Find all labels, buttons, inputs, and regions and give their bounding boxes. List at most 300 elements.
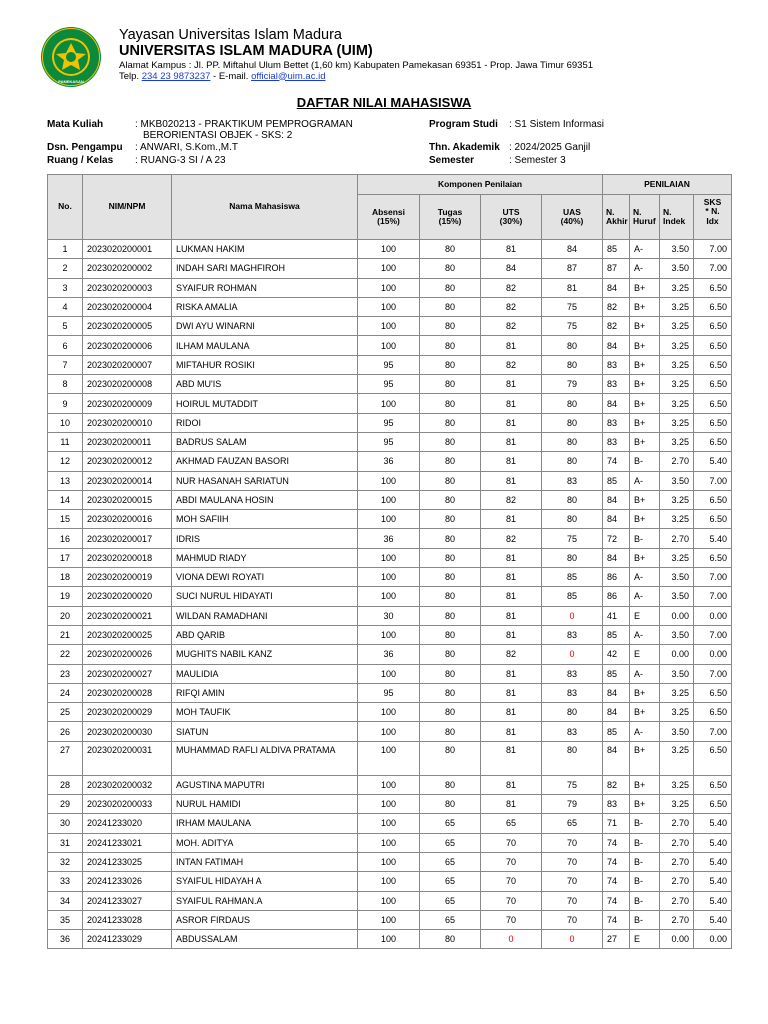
row-nilai-indeks: 3.50 <box>660 722 694 741</box>
row-sks-indeks: 5.40 <box>694 833 732 852</box>
row-no: 20 <box>48 606 83 625</box>
row-tugas: 80 <box>420 741 481 775</box>
svg-text:PAMEKASAN: PAMEKASAN <box>58 79 84 84</box>
row-nilai-huruf: B+ <box>630 490 660 509</box>
row-sks-indeks: 5.40 <box>694 814 732 833</box>
row-sks-indeks: 6.50 <box>694 775 732 794</box>
row-nilai-akhir: 72 <box>603 529 630 548</box>
row-tugas: 65 <box>420 910 481 929</box>
row-sks-indeks: 7.00 <box>694 240 732 259</box>
row-nama: SYAIFUL RAHMAN.A <box>172 891 358 910</box>
row-absensi: 100 <box>358 775 420 794</box>
row-nama: MIFTAHUR ROSIKI <box>172 355 358 374</box>
row-nilai-indeks: 3.50 <box>660 664 694 683</box>
row-sks-indeks: 0.00 <box>694 645 732 664</box>
row-nilai-akhir: 86 <box>603 587 630 606</box>
row-uas: 85 <box>542 587 603 606</box>
row-absensi: 95 <box>358 355 420 374</box>
semester-value: : Semester 3 <box>509 155 566 166</box>
row-nilai-indeks: 3.25 <box>660 394 694 413</box>
col-komponen-penilaian: Komponen Penilaian <box>358 175 603 195</box>
row-nim: 2023020200004 <box>83 297 172 316</box>
row-nama: IDRIS <box>172 529 358 548</box>
document-title: DAFTAR NILAI MAHASISWA <box>296 95 472 110</box>
row-absensi: 100 <box>358 910 420 929</box>
row-nim: 2023020200011 <box>83 432 172 451</box>
row-nilai-indeks: 3.50 <box>660 259 694 278</box>
row-sks-indeks: 7.00 <box>694 568 732 587</box>
row-nilai-indeks: 3.25 <box>660 336 694 355</box>
row-nim: 2023020200017 <box>83 529 172 548</box>
row-nim: 2023020200005 <box>83 317 172 336</box>
row-nilai-indeks: 3.25 <box>660 297 694 316</box>
row-no: 2 <box>48 259 83 278</box>
row-nim: 2023020200010 <box>83 413 172 432</box>
row-nilai-akhir: 82 <box>603 297 630 316</box>
row-nilai-indeks: 3.50 <box>660 625 694 644</box>
row-uts: 81 <box>481 240 542 259</box>
row-uts: 84 <box>481 259 542 278</box>
row-sks-indeks: 7.00 <box>694 259 732 278</box>
row-nilai-indeks: 2.70 <box>660 910 694 929</box>
row-absensi: 100 <box>358 548 420 567</box>
col-nilai-indeks: N. Indek <box>660 195 694 240</box>
row-absensi: 100 <box>358 471 420 490</box>
row-tugas: 80 <box>420 452 481 471</box>
table-row <box>48 741 732 775</box>
col-penilaian: PENILAIAN <box>603 175 732 195</box>
row-nilai-akhir: 85 <box>603 471 630 490</box>
row-nilai-akhir: 85 <box>603 722 630 741</box>
row-nilai-akhir: 71 <box>603 814 630 833</box>
row-sks-indeks: 7.00 <box>694 664 732 683</box>
row-uas: 0 <box>542 606 603 625</box>
row-sks-indeks: 5.40 <box>694 910 732 929</box>
row-uts: 81 <box>481 394 542 413</box>
row-no: 13 <box>48 471 83 490</box>
row-tugas: 80 <box>420 529 481 548</box>
table-row <box>48 452 732 471</box>
row-nim: 2023020200009 <box>83 394 172 413</box>
row-nim: 2023020200014 <box>83 471 172 490</box>
row-nim: 2023020200025 <box>83 625 172 644</box>
row-nim: 20241233027 <box>83 891 172 910</box>
row-nilai-indeks: 3.25 <box>660 317 694 336</box>
row-nim: 2023020200021 <box>83 606 172 625</box>
row-uas: 70 <box>542 891 603 910</box>
row-tugas: 80 <box>420 587 481 606</box>
col-nim: NIM/NPM <box>83 175 172 240</box>
row-nilai-indeks: 3.25 <box>660 775 694 794</box>
row-nilai-huruf: B+ <box>630 413 660 432</box>
row-nilai-akhir: 84 <box>603 394 630 413</box>
row-nilai-indeks: 0.00 <box>660 606 694 625</box>
row-uas: 70 <box>542 852 603 871</box>
row-uas: 83 <box>542 683 603 702</box>
mata-kuliah-value: : MKB020213 - PRAKTIKUM PEMPROGRAMAN <box>135 119 353 130</box>
row-nilai-indeks: 2.70 <box>660 833 694 852</box>
row-absensi: 100 <box>358 872 420 891</box>
col-tugas: Tugas (15%) <box>420 195 481 240</box>
row-nilai-indeks: 3.25 <box>660 413 694 432</box>
row-uas: 83 <box>542 471 603 490</box>
row-nim: 20241233026 <box>83 872 172 891</box>
row-nim: 2023020200019 <box>83 568 172 587</box>
table-row <box>48 645 732 664</box>
row-tugas: 65 <box>420 891 481 910</box>
col-absensi: Absensi (15%) <box>358 195 420 240</box>
row-absensi: 100 <box>358 240 420 259</box>
prodi-value: : S1 Sistem Informasi <box>509 119 605 130</box>
row-tugas: 80 <box>420 278 481 297</box>
row-nilai-akhir: 74 <box>603 872 630 891</box>
row-no: 23 <box>48 664 83 683</box>
row-uas: 83 <box>542 664 603 683</box>
row-tugas: 80 <box>420 775 481 794</box>
row-nama: MOH TAUFIK <box>172 703 358 722</box>
row-uts: 81 <box>481 606 542 625</box>
row-nama: ABDUSSALAM <box>172 930 358 949</box>
row-tugas: 80 <box>420 375 481 394</box>
row-nim: 2023020200016 <box>83 510 172 529</box>
row-tugas: 80 <box>420 606 481 625</box>
row-nilai-akhir: 84 <box>603 510 630 529</box>
row-nilai-huruf: B+ <box>630 317 660 336</box>
row-nim: 2023020200007 <box>83 355 172 374</box>
row-uts: 82 <box>481 317 542 336</box>
row-tugas: 65 <box>420 852 481 871</box>
row-nama: SYAIFUL HIDAYAH A <box>172 872 358 891</box>
row-no: 34 <box>48 891 83 910</box>
row-sks-indeks: 6.50 <box>694 548 732 567</box>
row-absensi: 100 <box>358 297 420 316</box>
phone-label: Telp. <box>119 70 140 82</box>
row-nilai-huruf: A- <box>630 259 660 278</box>
row-no: 21 <box>48 625 83 644</box>
row-sks-indeks: 5.40 <box>694 529 732 548</box>
row-tugas: 80 <box>420 317 481 336</box>
row-nilai-huruf: B+ <box>630 683 660 702</box>
address: Alamat Kampus : Jl. PP. Miftahul Ulum Bettet (1,60 km) Kabupaten Pamekasan 69351 - Prop. Jawa Timur 69351 <box>119 60 594 71</box>
row-nilai-huruf: A- <box>630 722 660 741</box>
row-absensi: 95 <box>358 413 420 432</box>
row-nilai-huruf: B- <box>630 529 660 548</box>
row-nama: HOIRUL MUTADDIT <box>172 394 358 413</box>
row-uts: 81 <box>481 795 542 814</box>
row-no: 25 <box>48 703 83 722</box>
row-nilai-indeks: 3.25 <box>660 490 694 509</box>
col-uts: UTS (30%) <box>481 195 542 240</box>
row-nilai-indeks: 2.70 <box>660 814 694 833</box>
row-absensi: 30 <box>358 606 420 625</box>
row-uas: 81 <box>542 278 603 297</box>
university-logo <box>40 26 102 88</box>
row-nilai-huruf: B+ <box>630 510 660 529</box>
row-nilai-huruf: B+ <box>630 355 660 374</box>
row-sks-indeks: 6.50 <box>694 741 732 775</box>
row-nilai-huruf: B- <box>630 872 660 891</box>
row-nilai-huruf: B+ <box>630 297 660 316</box>
row-nilai-indeks: 2.70 <box>660 852 694 871</box>
row-nilai-indeks: 3.50 <box>660 240 694 259</box>
row-absensi: 100 <box>358 336 420 355</box>
row-tugas: 80 <box>420 336 481 355</box>
row-tugas: 80 <box>420 722 481 741</box>
row-nilai-indeks: 2.70 <box>660 891 694 910</box>
row-nilai-akhir: 83 <box>603 795 630 814</box>
row-nim: 2023020200028 <box>83 683 172 702</box>
row-uts: 81 <box>481 471 542 490</box>
row-nilai-akhir: 84 <box>603 548 630 567</box>
row-no: 35 <box>48 910 83 929</box>
row-nilai-huruf: A- <box>630 240 660 259</box>
col-nilai-huruf: N. Huruf <box>630 195 660 240</box>
table-row <box>48 355 732 374</box>
row-uas: 80 <box>542 355 603 374</box>
col-nama: Nama Mahasiswa <box>172 175 358 240</box>
table-row <box>48 664 732 683</box>
table-row <box>48 548 732 567</box>
row-nim: 20241233025 <box>83 852 172 871</box>
row-nilai-akhir: 85 <box>603 664 630 683</box>
row-nim: 2023020200026 <box>83 645 172 664</box>
row-uas: 75 <box>542 297 603 316</box>
row-nilai-akhir: 87 <box>603 259 630 278</box>
row-nilai-indeks: 3.25 <box>660 741 694 775</box>
row-nama: INDAH SARI MAGHFIROH <box>172 259 358 278</box>
ruang-label: Ruang / Kelas <box>47 155 114 166</box>
col-sks-indeks: SKS * N. Idx <box>694 195 732 240</box>
row-absensi: 100 <box>358 259 420 278</box>
row-tugas: 80 <box>420 355 481 374</box>
row-uts: 81 <box>481 452 542 471</box>
row-sks-indeks: 6.50 <box>694 683 732 702</box>
row-sks-indeks: 0.00 <box>694 930 732 949</box>
row-nilai-indeks: 0.00 <box>660 645 694 664</box>
row-nama: MUHAMMAD RAFLI ALDIVA PRATAMA <box>172 741 358 775</box>
table-row <box>48 775 732 794</box>
table-row <box>48 703 732 722</box>
row-nama: AKHMAD FAUZAN BASORI <box>172 452 358 471</box>
row-nilai-huruf: A- <box>630 625 660 644</box>
row-nilai-indeks: 2.70 <box>660 872 694 891</box>
row-nilai-indeks: 3.25 <box>660 355 694 374</box>
row-sks-indeks: 7.00 <box>694 587 732 606</box>
row-tugas: 80 <box>420 703 481 722</box>
row-nim: 2023020200020 <box>83 587 172 606</box>
row-uas: 83 <box>542 625 603 644</box>
table-row <box>48 833 732 852</box>
row-sks-indeks: 7.00 <box>694 471 732 490</box>
row-nim: 2023020200002 <box>83 259 172 278</box>
row-nilai-akhir: 82 <box>603 775 630 794</box>
row-nilai-akhir: 83 <box>603 375 630 394</box>
table-row <box>48 529 732 548</box>
row-sks-indeks: 6.50 <box>694 278 732 297</box>
row-nim: 2023020200029 <box>83 703 172 722</box>
foundation-name: Yayasan Universitas Islam Madura <box>119 27 342 43</box>
table-row <box>48 336 732 355</box>
table-row <box>48 568 732 587</box>
row-no: 32 <box>48 852 83 871</box>
row-tugas: 80 <box>420 795 481 814</box>
row-absensi: 100 <box>358 510 420 529</box>
row-uas: 70 <box>542 833 603 852</box>
row-absensi: 36 <box>358 529 420 548</box>
row-nama: DWI AYU WINARNI <box>172 317 358 336</box>
row-sks-indeks: 5.40 <box>694 452 732 471</box>
row-sks-indeks: 6.50 <box>694 336 732 355</box>
mata-kuliah-value-2: BERORIENTASI OBJEK - SKS: 2 <box>143 130 293 141</box>
thn-akademik-label: Thn. Akademik <box>429 142 500 153</box>
row-no: 31 <box>48 833 83 852</box>
row-uts: 81 <box>481 722 542 741</box>
row-nilai-huruf: E <box>630 606 660 625</box>
row-nilai-huruf: B+ <box>630 278 660 297</box>
row-sks-indeks: 6.50 <box>694 413 732 432</box>
row-absensi: 36 <box>358 452 420 471</box>
email-link[interactable]: official@uim.ac.id <box>251 70 326 82</box>
row-nama: MAULIDIA <box>172 664 358 683</box>
row-nilai-huruf: B+ <box>630 375 660 394</box>
row-nim: 2023020200008 <box>83 375 172 394</box>
row-tugas: 80 <box>420 645 481 664</box>
row-tugas: 80 <box>420 683 481 702</box>
row-uas: 70 <box>542 910 603 929</box>
row-uas: 70 <box>542 872 603 891</box>
row-uts: 82 <box>481 645 542 664</box>
letterhead <box>119 28 593 81</box>
row-tugas: 65 <box>420 814 481 833</box>
row-no: 5 <box>48 317 83 336</box>
row-tugas: 80 <box>420 432 481 451</box>
row-nilai-akhir: 85 <box>603 625 630 644</box>
row-uas: 75 <box>542 775 603 794</box>
row-nim: 2023020200032 <box>83 775 172 794</box>
row-uts: 81 <box>481 683 542 702</box>
email-label: - E-mail. <box>213 70 249 82</box>
row-tugas: 65 <box>420 872 481 891</box>
row-uas: 84 <box>542 240 603 259</box>
table-row <box>48 814 732 833</box>
row-nilai-huruf: B- <box>630 910 660 929</box>
row-absensi: 100 <box>358 833 420 852</box>
row-uts: 82 <box>481 490 542 509</box>
row-no: 14 <box>48 490 83 509</box>
row-no: 11 <box>48 432 83 451</box>
row-nilai-huruf: A- <box>630 664 660 683</box>
row-absensi: 100 <box>358 741 420 775</box>
row-uts: 82 <box>481 297 542 316</box>
row-no: 1 <box>48 240 83 259</box>
row-sks-indeks: 6.50 <box>694 355 732 374</box>
row-nilai-akhir: 42 <box>603 645 630 664</box>
row-sks-indeks: 6.50 <box>694 317 732 336</box>
row-absensi: 100 <box>358 814 420 833</box>
phone-link[interactable]: 234 23 9873237 <box>141 70 211 82</box>
row-absensi: 100 <box>358 317 420 336</box>
row-absensi: 100 <box>358 568 420 587</box>
row-nama: VIONA DEWI ROYATI <box>172 568 358 587</box>
row-nama: SUCI NURUL HIDAYATI <box>172 587 358 606</box>
row-no: 6 <box>48 336 83 355</box>
row-nama: IRHAM MAULANA <box>172 814 358 833</box>
row-nilai-indeks: 3.50 <box>660 587 694 606</box>
grades-table <box>47 174 732 949</box>
row-sks-indeks: 6.50 <box>694 297 732 316</box>
row-uas: 80 <box>542 703 603 722</box>
row-uts: 81 <box>481 548 542 567</box>
row-nim: 2023020200015 <box>83 490 172 509</box>
row-nilai-akhir: 86 <box>603 568 630 587</box>
row-uts: 81 <box>481 375 542 394</box>
row-uts: 81 <box>481 664 542 683</box>
row-tugas: 80 <box>420 297 481 316</box>
row-sks-indeks: 6.50 <box>694 375 732 394</box>
row-absensi: 100 <box>358 625 420 644</box>
row-uas: 87 <box>542 259 603 278</box>
row-nama: MOH SAFIIH <box>172 510 358 529</box>
row-nama: ABD MU'IS <box>172 375 358 394</box>
row-uas: 80 <box>542 490 603 509</box>
row-nilai-akhir: 84 <box>603 683 630 702</box>
row-nim: 20241233021 <box>83 833 172 852</box>
row-nilai-huruf: A- <box>630 568 660 587</box>
row-no: 15 <box>48 510 83 529</box>
row-sks-indeks: 0.00 <box>694 606 732 625</box>
row-absensi: 100 <box>358 852 420 871</box>
row-nilai-indeks: 3.25 <box>660 548 694 567</box>
table-row <box>48 683 732 702</box>
row-nilai-huruf: B- <box>630 891 660 910</box>
row-nilai-indeks: 3.25 <box>660 703 694 722</box>
row-no: 3 <box>48 278 83 297</box>
row-tugas: 80 <box>420 394 481 413</box>
row-nilai-akhir: 41 <box>603 606 630 625</box>
row-uas: 75 <box>542 317 603 336</box>
row-no: 26 <box>48 722 83 741</box>
row-nilai-indeks: 3.25 <box>660 432 694 451</box>
table-row <box>48 625 732 644</box>
row-uts: 82 <box>481 355 542 374</box>
row-sks-indeks: 5.40 <box>694 872 732 891</box>
row-nilai-akhir: 74 <box>603 891 630 910</box>
row-tugas: 80 <box>420 413 481 432</box>
table-row <box>48 413 732 432</box>
row-no: 22 <box>48 645 83 664</box>
row-tugas: 80 <box>420 548 481 567</box>
row-no: 29 <box>48 795 83 814</box>
row-absensi: 100 <box>358 930 420 949</box>
row-nim: 2023020200006 <box>83 336 172 355</box>
row-no: 4 <box>48 297 83 316</box>
table-row <box>48 891 732 910</box>
row-tugas: 80 <box>420 240 481 259</box>
row-nilai-huruf: B- <box>630 852 660 871</box>
row-uas: 80 <box>542 394 603 413</box>
row-absensi: 100 <box>358 490 420 509</box>
row-uas: 80 <box>542 510 603 529</box>
thn-akademik-value: : 2024/2025 Ganjil <box>509 142 591 153</box>
row-uas: 79 <box>542 795 603 814</box>
row-tugas: 80 <box>420 259 481 278</box>
col-uas: UAS (40%) <box>542 195 603 240</box>
row-uas: 79 <box>542 375 603 394</box>
row-no: 27 <box>48 741 83 775</box>
row-nilai-indeks: 3.25 <box>660 278 694 297</box>
row-nilai-indeks: 2.70 <box>660 452 694 471</box>
contact-line <box>119 72 593 82</box>
